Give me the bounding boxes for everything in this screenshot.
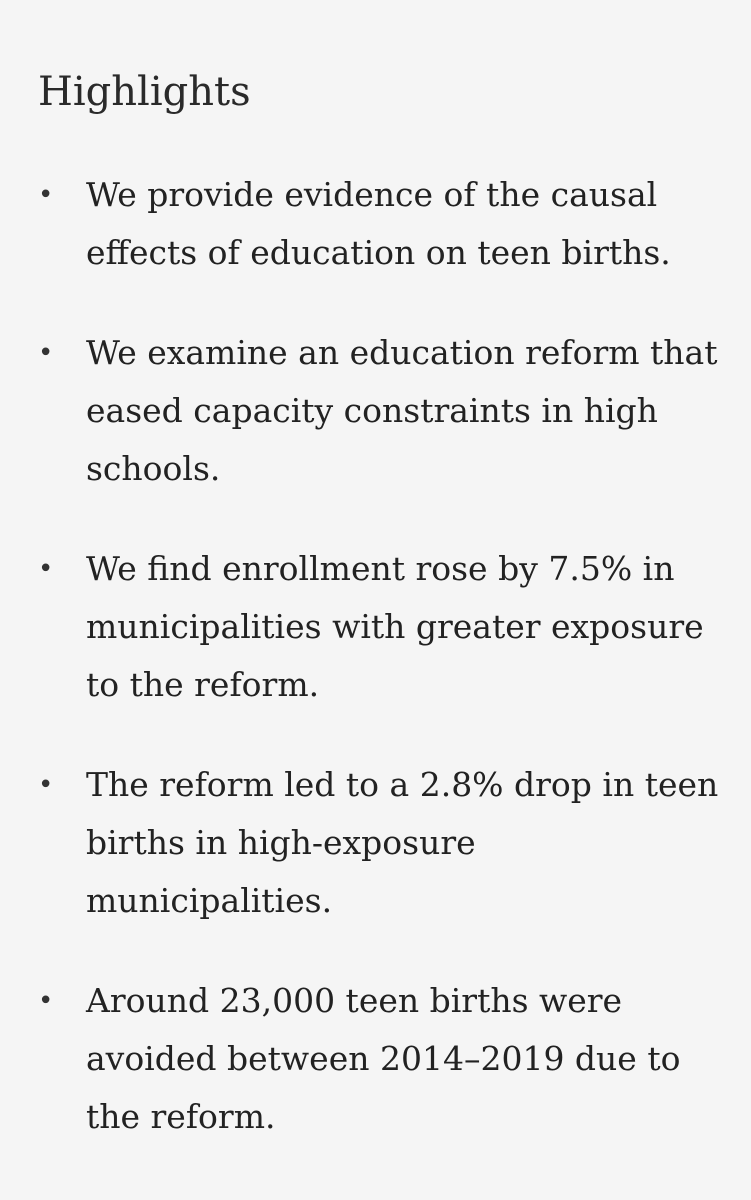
highlight-text: We provide evidence of the causal effects of education on teen births. [86,175,671,272]
highlight-item [0,166,751,282]
highlight-text: The reform led to a 2.8% drop in teen births in high-exposure municipalities. [86,765,719,920]
highlights-list [0,166,751,1188]
highlight-text: Around 23,000 teen births were avoided between 2014–2019 due to the reform. [86,981,681,1136]
section-title: Highlights [38,69,251,115]
bullet-icon: • [38,554,54,584]
bullet-icon: • [38,986,54,1016]
highlight-item [0,972,751,1146]
highlight-item [0,540,751,714]
bullet-icon: • [38,770,54,800]
highlight-text: We examine an education reform that eased capacity constraints in high schools. [86,333,718,488]
highlight-text: We find enrollment rose by 7.5% in municipalities with greater exposure to the reform. [86,549,704,704]
bullet-icon: • [38,338,54,368]
highlight-item [0,756,751,930]
highlight-item [0,324,751,498]
bullet-icon: • [38,180,54,210]
